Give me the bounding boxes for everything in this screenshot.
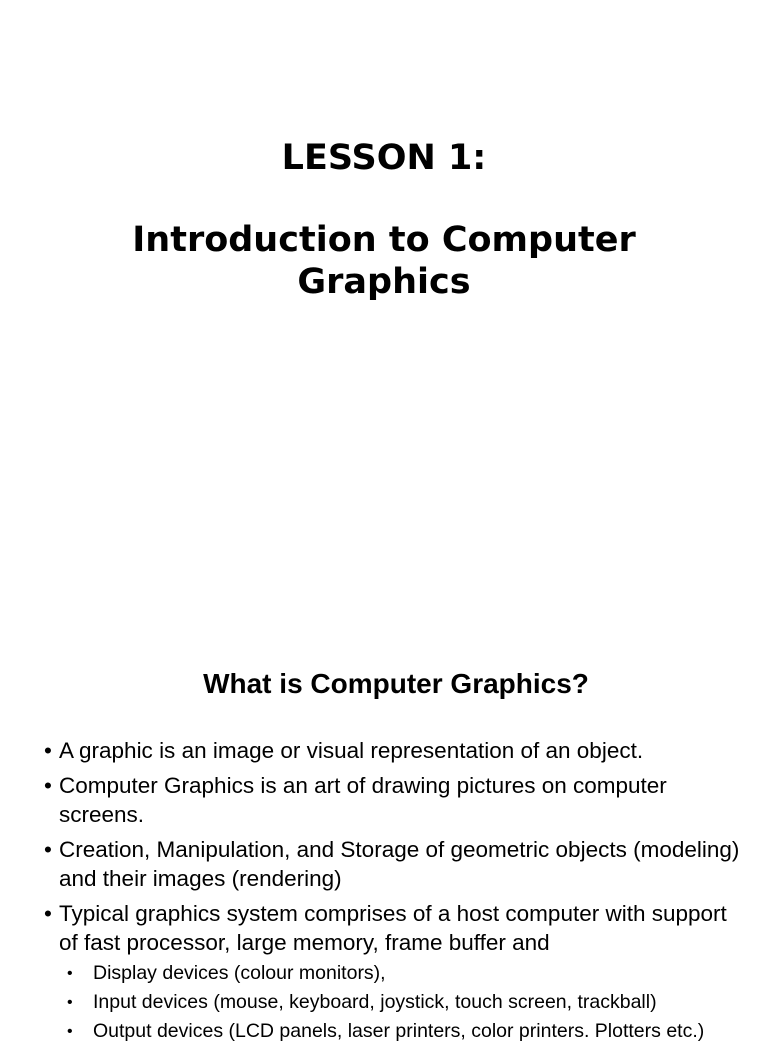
sub-bullet-list — [59, 959, 744, 1046]
bullet-list — [44, 736, 744, 1052]
bullet-item — [44, 736, 744, 765]
slide-heading: What is Computer Graphics? — [203, 668, 589, 699]
sub-bullet-icon: • — [67, 994, 73, 1011]
bullet-item — [44, 771, 744, 829]
lesson-title-line-2: Graphics — [297, 262, 471, 302]
lesson-title-line-1: Introduction to Computer — [132, 220, 636, 260]
bullet-icon: • — [44, 738, 52, 763]
title-spacer — [0, 179, 768, 219]
sub-bullet-icon: • — [67, 1023, 73, 1040]
sub-bullet-item — [59, 988, 744, 1017]
sub-bullet-text: Display devices (colour monitors), — [93, 962, 386, 984]
bullet-icon: • — [44, 773, 52, 798]
bullet-item — [44, 899, 744, 1046]
bullet-text: A graphic is an image or visual representation of an object. — [59, 738, 644, 763]
sub-bullet-item — [59, 959, 744, 988]
bullet-icon: • — [44, 901, 52, 926]
lesson-label: LESSON 1: — [281, 138, 487, 178]
sub-bullet-text: Output devices (LCD panels, laser printers, color printers. Plotters etc.) — [93, 1020, 705, 1042]
bullet-item — [44, 835, 744, 893]
sub-bullet-text: Input devices (mouse, keyboard, joystick, touch screen, trackball) — [93, 991, 657, 1013]
content-slide — [0, 576, 768, 1042]
sub-bullet-icon: • — [67, 965, 73, 982]
sub-bullet-item — [59, 1017, 744, 1046]
bullet-icon: • — [44, 837, 52, 862]
bullet-text: Typical graphics system comprises of a host computer with support of fast processor, large memory, frame buffer and — [59, 901, 727, 955]
bullet-text: Computer Graphics is an art of drawing pictures on computer screens. — [59, 773, 667, 827]
bullet-text: Creation, Manipulation, and Storage of geometric objects (modeling) and their images (rendering) — [59, 837, 740, 891]
slide-title — [0, 137, 768, 303]
